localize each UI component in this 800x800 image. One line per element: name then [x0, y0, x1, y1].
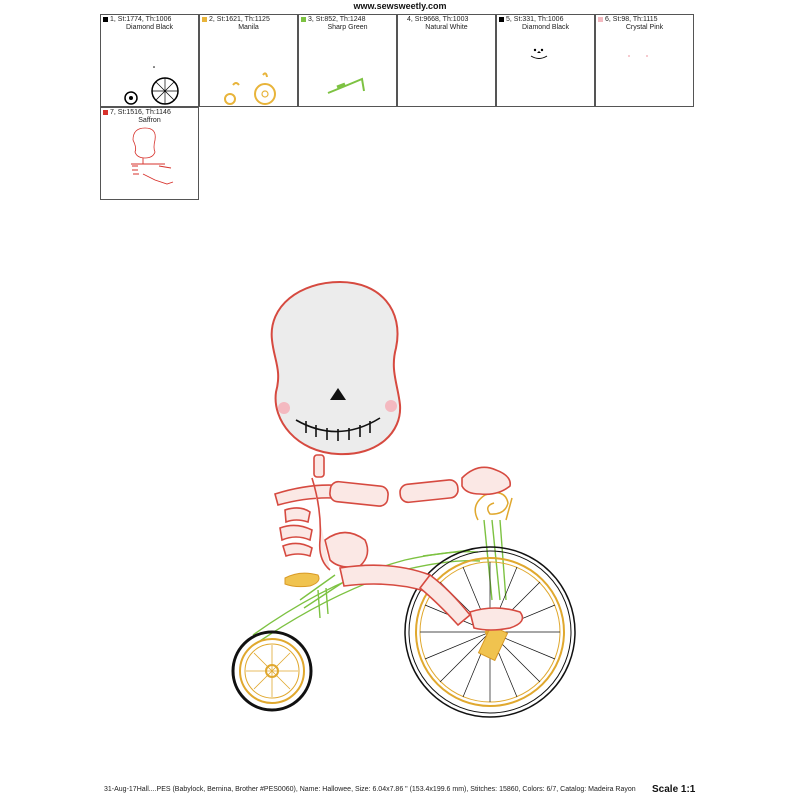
- skull: [272, 282, 400, 454]
- skeleton-body: [275, 455, 522, 630]
- cheek-right: [385, 400, 397, 412]
- back-wheel: [233, 632, 311, 710]
- cheek-left: [278, 402, 290, 414]
- swatch-color-name: Manila: [238, 24, 259, 31]
- swatch-meta: 3, St:852, Th:1248: [308, 16, 366, 23]
- swatch-meta: 1, St:1774, Th:1006: [110, 16, 172, 23]
- swatch-color-name: Sharp Green: [327, 24, 368, 31]
- swatch-color-name: Saffron: [138, 117, 161, 124]
- pedal: [479, 626, 508, 661]
- scale-label: Scale 1:1: [652, 784, 696, 795]
- swatch-meta: 5, St:331, Th:1006: [506, 16, 564, 23]
- swatch-meta: 4, St:9668, Th:1003: [407, 16, 469, 23]
- swatch-color-name: Crystal Pink: [625, 24, 664, 31]
- swatch-color-name: Diamond Black: [125, 24, 174, 31]
- file-info: 31-Aug-17Hall....PES (Babylock, Bernina, Brother #PES0060), Name: Hallowee, Size: 6.04x7.86 " (153.4x199.6 mm), Stitches: 15860, Colors: 6/7, Catalog: Madeira Rayon: [104, 786, 636, 793]
- site-url[interactable]: www.sewsweetly.com: [353, 1, 447, 11]
- swatch-meta: 7, St:1516, Th:1146: [110, 109, 171, 116]
- bike-seat: [285, 573, 319, 587]
- swatch-color-name: Natural White: [425, 24, 468, 31]
- swatch-meta: 6, St:98, Th:1115: [605, 16, 658, 23]
- swatch-meta: 2, St:1621, Th:1125: [209, 16, 270, 23]
- handlebar: [475, 493, 512, 520]
- swatch-color-name: Diamond Black: [521, 24, 570, 31]
